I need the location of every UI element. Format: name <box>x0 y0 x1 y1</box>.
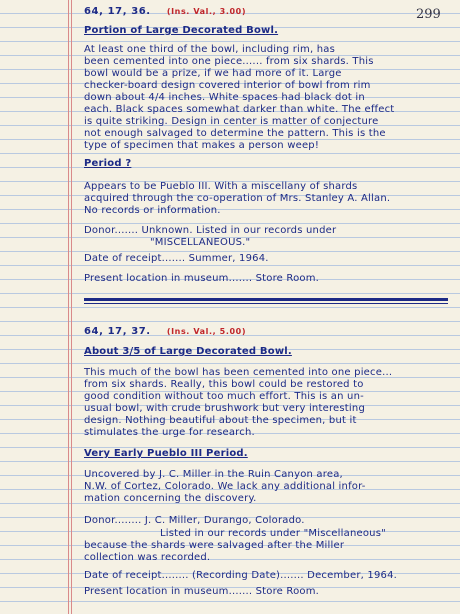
period-line: No records or information. <box>84 205 221 216</box>
description-line: design. Nothing beautiful about the specimen, but it <box>84 415 357 426</box>
period-line: Appears to be Pueblo III. With a miscellany of shards <box>84 181 358 192</box>
description-line: checker-board design covered interior of bowl from rim <box>84 80 371 91</box>
entry-header <box>84 326 452 338</box>
catalog-number: 64, 17, 36. <box>84 6 151 17</box>
description-line: is quite striking. Design in center is matter of conjecture <box>84 116 379 127</box>
margin-rule-inner <box>71 0 72 614</box>
page-number: 299 <box>416 7 441 22</box>
period-line: Uncovered by J. C. Miller in the Ruin Canyon area, <box>84 469 343 480</box>
catalog-number: 64, 17, 37. <box>84 326 151 337</box>
entry-title: Portion of Large Decorated Bowl. <box>84 25 279 36</box>
present-location: Present location in museum....... Store Room. <box>84 586 320 597</box>
entry-title: About 3/5 of Large Decorated Bowl. <box>84 346 292 357</box>
donor-extra-line: because the shards were salvaged after the Miller <box>84 540 345 551</box>
insurance-value: (Ins. Val., 3.00) <box>166 7 247 16</box>
insurance-value: (Ins. Val., 5.00) <box>166 327 247 336</box>
donor-line: Donor........ J. C. Miller, Durango, Colorado. <box>84 515 305 526</box>
section-divider <box>84 298 448 301</box>
description-line: good condition without too much effort. This is an un- <box>84 391 364 402</box>
entry-header <box>84 6 452 18</box>
date-of-receipt: Date of receipt........ (Recording Date)....... December, 1964. <box>84 570 398 581</box>
section-divider-thin <box>84 303 448 304</box>
period-heading: Very Early Pueblo III Period. <box>84 448 248 459</box>
period-heading: Period ? <box>84 158 132 169</box>
description-line: down about 4/4 inches. White spaces had black dot in <box>84 92 365 103</box>
description-line: usual bowl, with crude brushwork but very interesting <box>84 403 365 414</box>
description-line: been cemented into one piece...... from six shards. This <box>84 56 374 67</box>
period-line: mation concerning the discovery. <box>84 493 257 504</box>
period-line: acquired through the co-operation of Mrs. Stanley A. Allan. <box>84 193 391 204</box>
description-line: This much of the bowl has been cemented into one piece... <box>84 367 393 378</box>
description-line: At least one third of the bowl, including rim, has <box>84 44 335 55</box>
donor-extra-line: collection was recorded. <box>84 552 211 563</box>
description-line: from six shards. Really, this bowl could be restored to <box>84 379 364 390</box>
donor-line-continued: "MISCELLANEOUS." <box>150 237 251 248</box>
present-location: Present location in museum....... Store Room. <box>84 273 320 284</box>
description-line: not enough salvaged to determine the pattern. This is the <box>84 128 386 139</box>
date-of-receipt: Date of receipt....... Summer, 1964. <box>84 253 269 264</box>
description-line: stimulates the urge for research. <box>84 427 255 438</box>
description-line: bowl would be a prize, if we had more of it. Large <box>84 68 342 79</box>
donor-line: Donor....... Unknown. Listed in our records under <box>84 225 337 236</box>
description-line: each. Black spaces somewhat darker than white. The effect <box>84 104 395 115</box>
description-line: type of specimen that makes a person weep! <box>84 140 320 151</box>
donor-extra-line: Listed in our records under "Miscellaneous" <box>160 528 386 539</box>
margin-rule <box>68 0 69 614</box>
period-line: N.W. of Cortez, Colorado. We lack any additional infor- <box>84 481 366 492</box>
